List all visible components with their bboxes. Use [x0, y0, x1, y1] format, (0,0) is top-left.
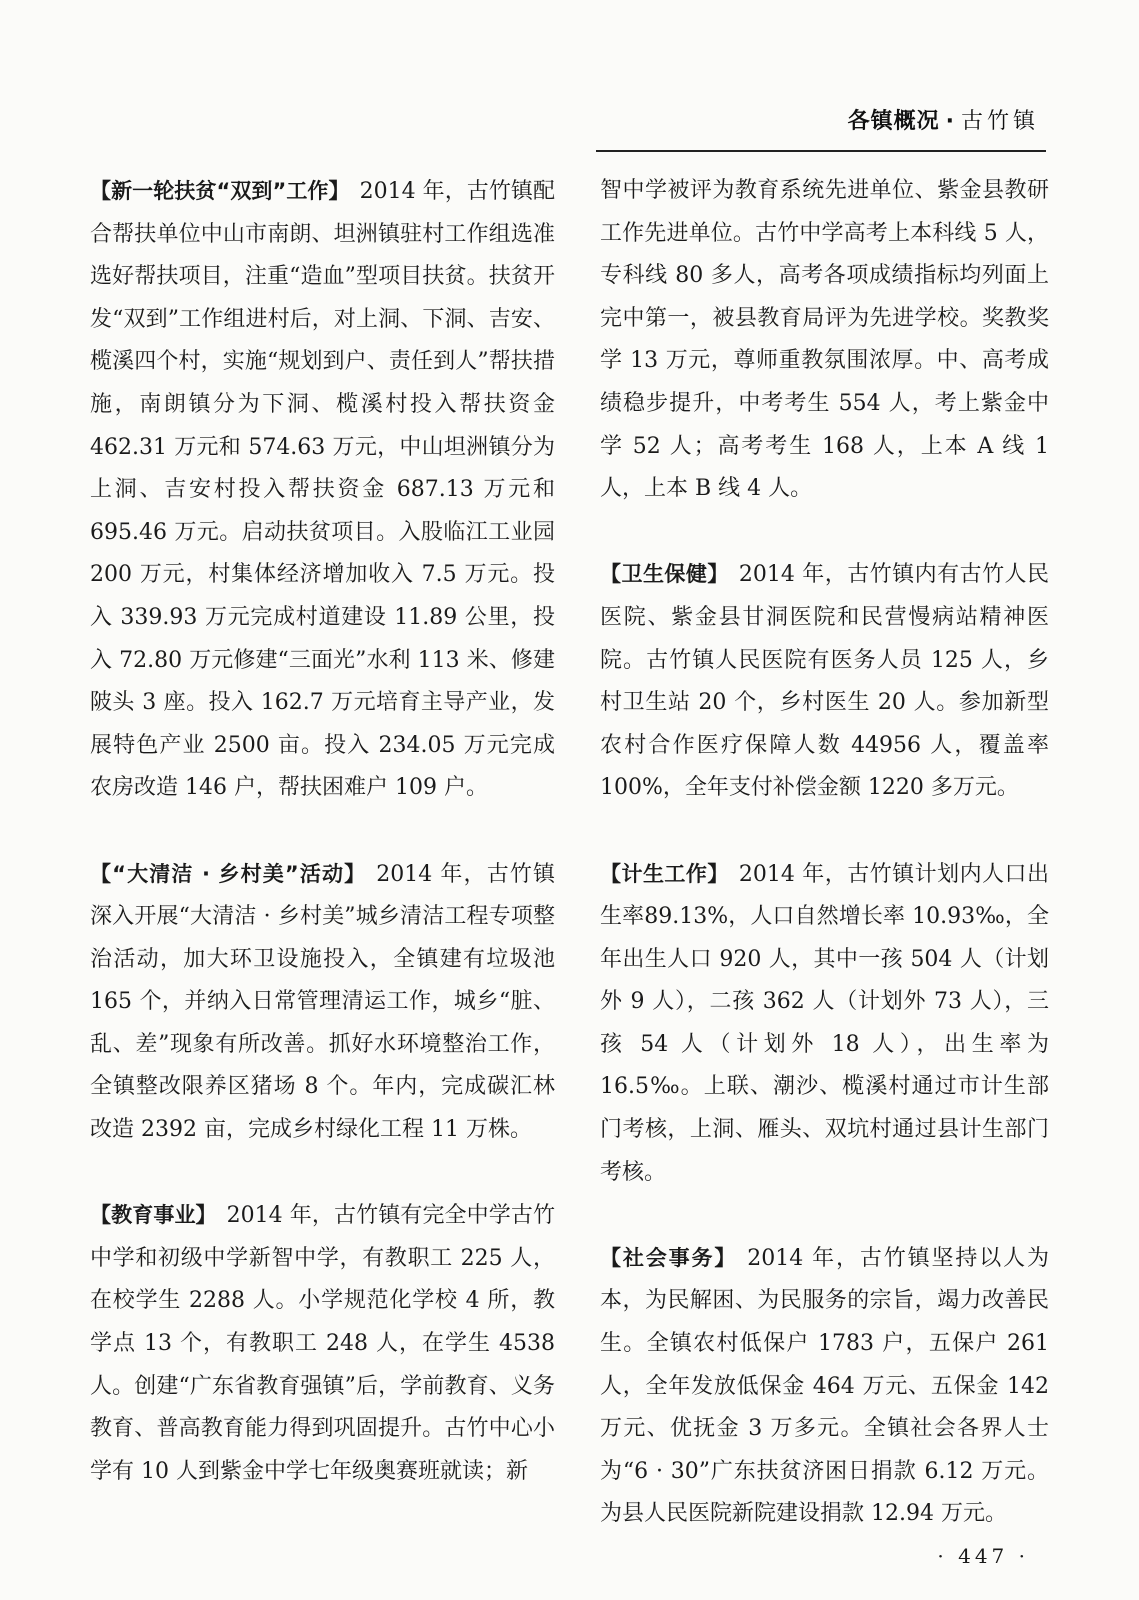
section-title: 【教育事业】 [90, 1203, 217, 1228]
header-section: 各镇概况 [847, 109, 940, 134]
section-title: 【社会事务】 [600, 1245, 738, 1270]
running-header [848, 104, 1039, 135]
section-title: 【新一轮扶贫“双到”工作】 [90, 179, 350, 203]
section-title: 【计生工作】 [600, 861, 729, 886]
header-town: 古竹镇 [960, 109, 1039, 134]
section-cleanup-campaign [90, 853, 555, 1152]
section-health-care [600, 553, 1049, 810]
right-column [600, 170, 1049, 1536]
header-rule [596, 150, 1046, 152]
section-title: 【“大清洁 · 乡村美”活动】 [90, 861, 367, 886]
left-column [90, 170, 555, 1493]
section-body: 2014 年，古竹镇配合帮扶单位中山市南朗、坦洲镇驻村工作组选准选好帮扶项目，注重“造血”型项目扶贫。扶贫开发“双到”工作组进村后，对上洞、下洞、吉安、榄溪四个村，实施“规划到户、责任到人”帮扶措施，南朗镇分为下洞、榄溪村投入帮扶资金 462.31 万元和 574.63 万元，中山坦洲镇分为上洞、吉安村投入帮扶资金 687.13 万元和 695.46 万元。启动扶贫项目。入股临江工业园 200 万元，村集体经济增加收入 7.5 万元。投入 339.93 万元完成村道建设 11.89 公里，投入 72.80 万元修建“三面光”水利 113 米、修建陂头 3 座。投入 162.7 万元培育主导产业，发展特色产业 2500 亩。投入 234.05 万元完成农房改造 146 户，帮扶困难户 109 户。 [90, 179, 556, 801]
header-dot: · [945, 109, 955, 134]
section-body: 2014 年，古竹镇计划内人口出生率89.13%，人口自然增长率 10.93‰，全年出生人口 920 人，其中一孩 504 人（计划外 9 人），二孩 362 人（计划外 73 人），三孩 54 人（计划外 18 人），出生率为 16.5‰。上联、潮沙、榄溪村通过市计生部门考核，上洞、雁头、双坑村通过县计生部门考核。 [600, 861, 1050, 1185]
section-title: 【卫生保健】 [600, 562, 729, 587]
section-education [90, 1194, 555, 1493]
section-body: 2014 年，古竹镇深入开展“大清洁 · 乡村美”城乡清洁工程专项整治活动，加大环卫设施投入，全镇建有垃圾池 165 个，并纳入日常管理清运工作，城乡“脏、乱、差”现象有所改善。抓好水环境整治工作，全镇整改限养区猪场 8 个。年内，完成碳汇林改造 2392 亩，完成乡村绿化工程 11 万株。 [90, 861, 556, 1143]
page-number: · 447 · [937, 1544, 1029, 1568]
section-body: 2014 年，古竹镇内有古竹人民医院、紫金县甘洞医院和民营慢病站精神医院。古竹镇人民医院有医务人员 125 人，乡村卫生站 20 个，乡村医生 20 人。参加新型农村合作医疗保障人数 44956 人，覆盖率 100%，全年支付补偿金额 1220 多万元。 [600, 562, 1050, 801]
section-education-continued: 智中学被评为教育系统先进单位、紫金县教研工作先进单位。古竹中学高考上本科线 5 人，专科线 80 多人，高考各项成绩指标均列面上完中第一，被县教育局评为先进学校。奖教奖学 13 万元，尊师重教氛围浓厚。中、高考成绩稳步提升，中考考生 554 人，考上紫金中学 52 人；高考考生 168 人，上本 A 线 1 人，上本 B 线 4 人。 [600, 178, 1049, 502]
section-body: 2014 年，古竹镇有完全中学古竹中学和初级中学新智中学，有教职工 225 人，在校学生 2288 人。小学规范化学校 4 所，教学点 13 个，有教职工 248 人，在学生 4538 人。创建“广东省教育强镇”后，学前教育、义务教育、普高教育能力得到巩固提升。古竹中心小学有 10 人到紫金中学七年级奥赛班就读；新 [90, 1203, 555, 1484]
section-social-affairs [600, 1237, 1049, 1536]
section-body: 2014 年，古竹镇坚持以人为本，为民解困、为民服务的宗旨，竭力改善民生。全镇农村低保户 1783 户，五保户 261 人，全年发放低保金 464 万元、五保金 142 万元、优抚金 3 万多元。全镇社会各界人士为“6 · 30”广东扶贫济困日捐款 6.12 万元。为县人民医院新院建设捐款 12.94 万元。 [600, 1245, 1050, 1527]
section-family-planning [600, 853, 1049, 1195]
section-poverty-alleviation [90, 170, 555, 810]
